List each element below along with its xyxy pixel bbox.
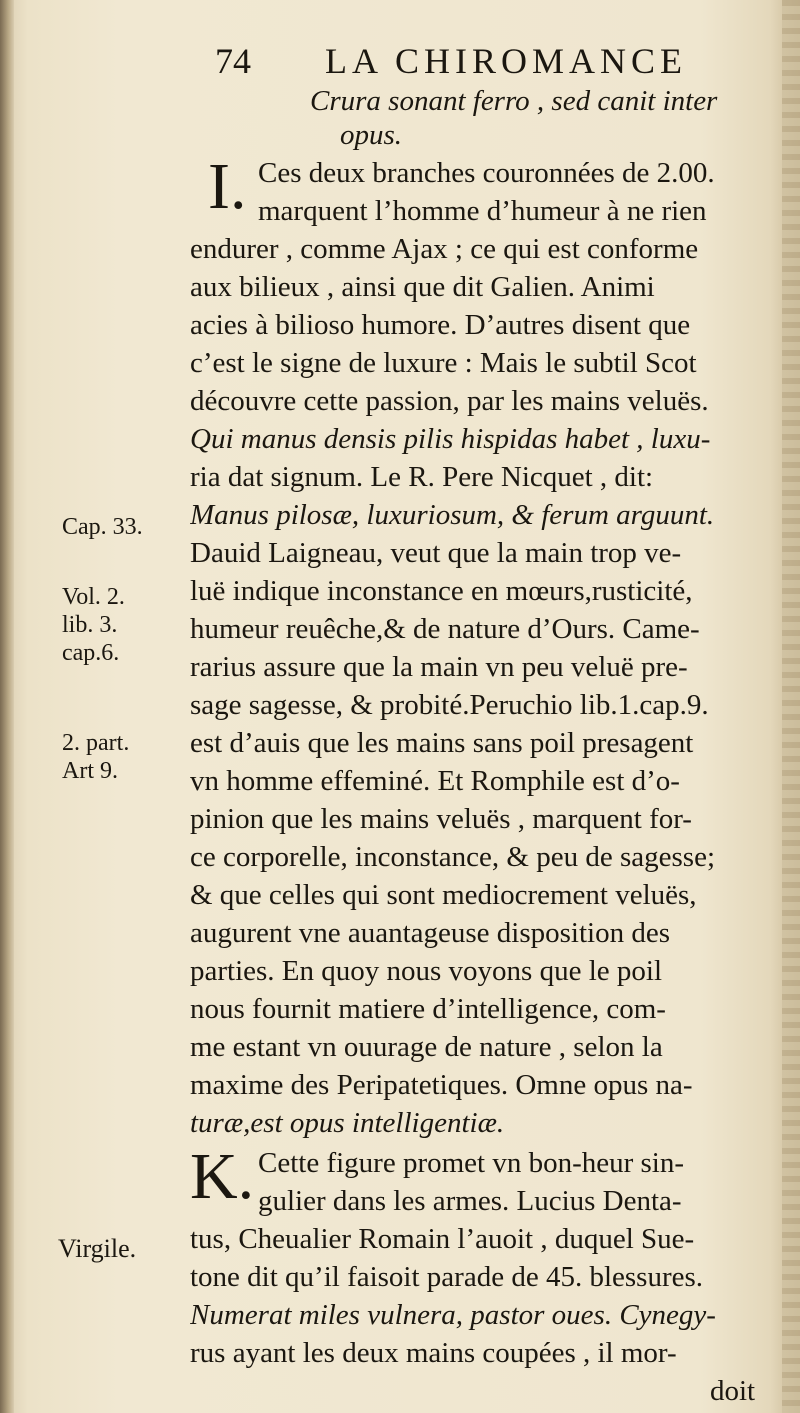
- text-line: Qui manus densis pilis hispidas habet , luxu-: [190, 423, 711, 455]
- initial-letter-K: K.: [190, 1140, 255, 1213]
- catchword: doit: [710, 1375, 756, 1407]
- text-line: endurer , comme Ajax ; ce qui est conforme: [190, 233, 699, 265]
- verse-line: Crura sonant ferro , sed canit inter: [310, 85, 718, 117]
- text-line: turæ,est opus intelligentiæ.: [190, 1107, 505, 1139]
- margin-note-part: 2. part.: [62, 730, 130, 756]
- text-line: humeur reuêche,& de nature d’Ours. Came-: [190, 613, 700, 645]
- margin-note-vol: Vol. 2.: [62, 584, 125, 610]
- margin-note-cap6: cap.6.: [62, 640, 120, 666]
- page-number: 74: [215, 41, 251, 81]
- text-line: découvre cette passion, par les mains veluës.: [190, 385, 709, 417]
- page-binding: [0, 0, 14, 1413]
- running-title: LA CHIROMANCE: [325, 41, 688, 81]
- text-line: c’est le signe de luxure : Mais le subtil Scot: [190, 347, 697, 379]
- text-line: Ces deux branches couronnées de 2.00.: [258, 157, 715, 189]
- text-line: Manus pilosæ, luxuriosum, & ferum arguunt.: [190, 499, 715, 531]
- page-header: [205, 38, 765, 88]
- text-line: tone dit qu’il faisoit parade de 45. blessures.: [190, 1261, 704, 1293]
- text-line: acies à bilioso humore. D’autres disent que: [190, 309, 691, 341]
- text-line: rus ayant les deux mains coupées , il mor-: [190, 1337, 677, 1369]
- text-line: augurent vne auantageuse disposition des: [190, 917, 670, 949]
- margin-note-virgile: Virgile.: [58, 1234, 137, 1263]
- text-line: vn homme effeminé. Et Romphile est d’o-: [190, 765, 680, 797]
- text-line: luë indique inconstance en mœurs,rusticité,: [190, 575, 693, 607]
- text-line: me estant vn ouurage de nature , selon la: [190, 1031, 663, 1063]
- text-line: pinion que les mains veluës , marquent for-: [190, 803, 692, 835]
- margin-note-cap: Cap. 33.: [62, 514, 143, 540]
- text-line: parties. En quoy nous voyons que le poil: [190, 955, 663, 987]
- text-line: gulier dans les armes. Lucius Denta-: [258, 1185, 682, 1217]
- text-line: rarius assure que la main vn peu veluë pre-: [190, 651, 688, 683]
- text-line: maxime des Peripatetiques. Omne opus na-: [190, 1069, 693, 1101]
- text-line: Dauid Laigneau, veut que la main trop ve-: [190, 537, 682, 569]
- text-line: Cette figure promet vn bon-heur sin-: [258, 1147, 685, 1179]
- text-line: & que celles qui sont mediocrement veluës,: [190, 879, 697, 911]
- text-line: ce corporelle, inconstance, & peu de sagesse;: [190, 841, 716, 873]
- text-line: Numerat miles vulnera, pastor oues. Cynegy-: [190, 1299, 716, 1331]
- verse-line: opus.: [340, 119, 403, 151]
- margin-note-art: Art 9.: [62, 758, 118, 784]
- text-line: ria dat signum. Le R. Pere Nicquet , dit:: [190, 461, 654, 493]
- text-line: marquent l’homme d’humeur à ne rien: [258, 195, 707, 227]
- text-line: sage sagesse, & probité.Peruchio lib.1.cap.9.: [190, 689, 709, 721]
- initial-letter-I: I.: [208, 150, 247, 223]
- text-line: est d’auis que les mains sans poil presagent: [190, 727, 694, 759]
- text-line: tus, Cheualier Romain l’auoit , duquel Sue-: [190, 1223, 695, 1255]
- text-line: aux bilieux , ainsi que dit Galien. Animi: [190, 271, 655, 303]
- text-line: nous fournit matiere d’intelligence, com-: [190, 993, 666, 1025]
- margin-note-lib: lib. 3.: [62, 612, 118, 638]
